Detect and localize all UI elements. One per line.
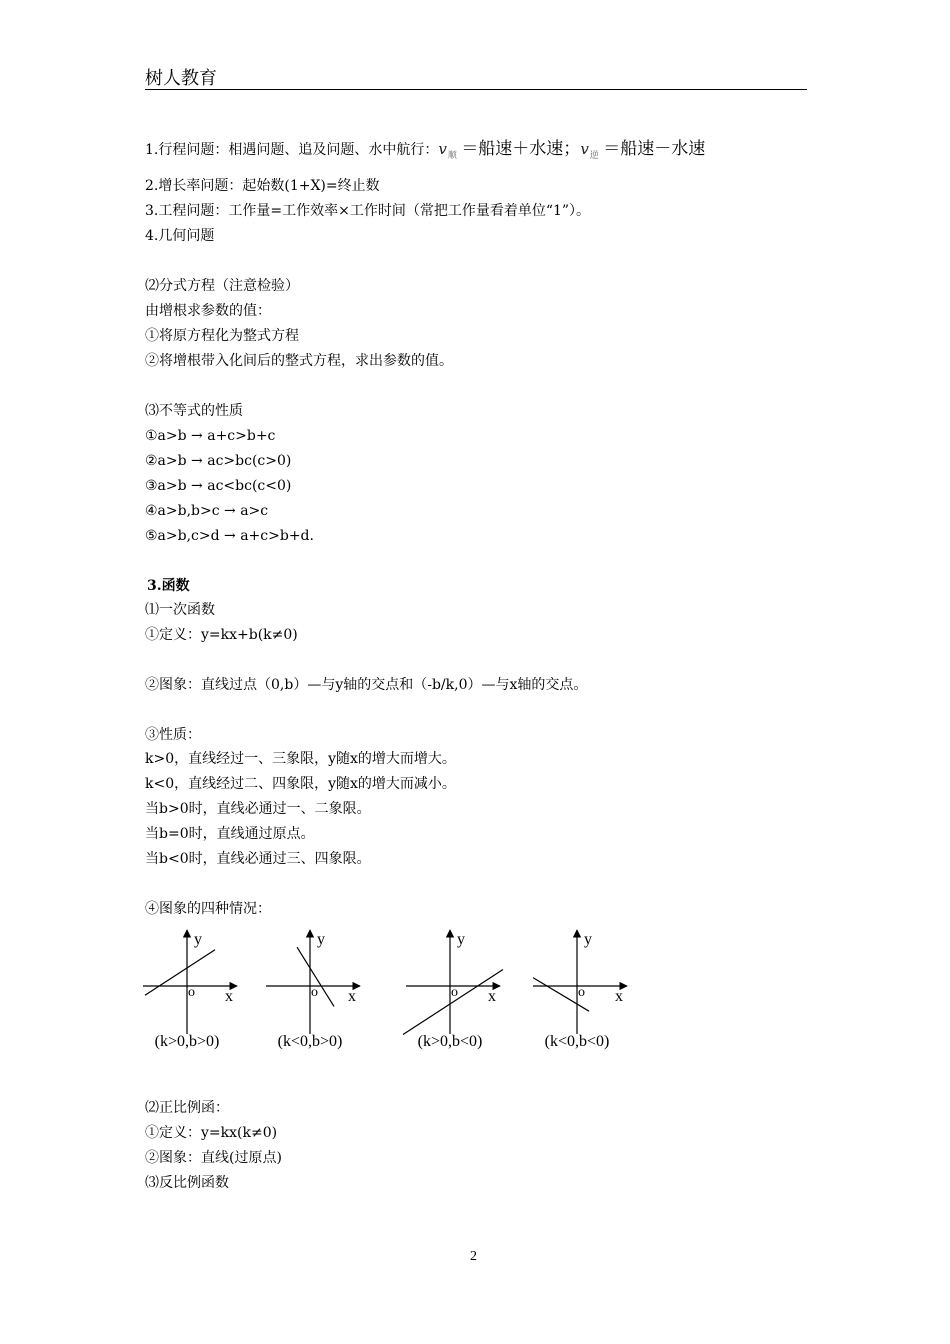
graph-1-origin-label: o	[188, 985, 195, 1000]
inequality-property-3: ③a>b → ac<bc(c<0)	[145, 478, 292, 494]
proportional-function-graph: ②图象：直线(过原点)	[145, 1150, 282, 1166]
geometry-problem-line: 4.几何问题	[145, 228, 215, 244]
linear-function-graph: ②图象：直线过点（0,b）—与y轴的交点和（-b/k,0）—与x轴的交点。	[145, 677, 588, 693]
graph-1-caption: (k>0,b>0)	[154, 1033, 220, 1050]
graph-2-origin-label: o	[311, 985, 318, 1000]
graph-3-x-label: x	[488, 988, 496, 1005]
travel-problem-line	[145, 139, 705, 166]
inequality-property-2: ②a>b → ac>bc(c>0)	[145, 453, 292, 469]
graph-1-function-line	[145, 950, 215, 996]
v-ni-symbol: v	[580, 140, 589, 158]
proportional-function-title: ⑵正比例函：	[145, 1100, 229, 1116]
graph-4-x-label: x	[615, 988, 623, 1005]
v-shun-symbol: v	[438, 140, 447, 158]
header-title: 树人教育	[145, 68, 217, 89]
downstream-formula: ＝船速＋水速；	[461, 139, 581, 158]
proportional-function-definition: ①定义：y=kx(k≠0)	[145, 1125, 278, 1141]
linear-graph-cases	[0, 920, 950, 1060]
fractional-equation-title: ⑵分式方程（注意检验）	[145, 278, 299, 294]
graph-2-x-label: x	[348, 988, 356, 1005]
v-ni-subscript: 逆	[589, 151, 599, 161]
property-k-negative: k<0，直线经过二、四象限，y随x的增大而减小。	[145, 776, 456, 792]
graph-4-origin-label: o	[578, 985, 585, 1000]
graph-3-origin-label: o	[451, 985, 458, 1000]
growth-rate-line: 2.增长率问题：起始数(1+X)=终止数	[145, 178, 380, 194]
upstream-formula: ＝船速－水速	[603, 139, 706, 158]
inequality-property-4: ④a>b,b>c → a>c	[145, 503, 269, 519]
page-number: 2	[470, 1249, 477, 1264]
graph-4-y-label: y	[584, 931, 592, 948]
travel-problem-label: 1.行程问题：相遇问题、追及问题、水中航行：	[145, 142, 439, 158]
header-divider	[145, 89, 807, 90]
linear-function-definition: ①定义：y=kx+b(k≠0)	[145, 627, 298, 643]
property-k-positive: k>0，直线经过一、三象限，y随x的增大而增大。	[145, 751, 456, 767]
inequality-property-5: ⑤a>b,c>d → a+c>b+d.	[145, 528, 314, 544]
extraneous-step-2: ②将增根带入化间后的整式方程，求出参数的值。	[145, 353, 453, 369]
extraneous-root-intro: 由增根求参数的值：	[145, 303, 271, 319]
graph-3-y-label: y	[457, 931, 465, 948]
inequality-properties-title: ⑶不等式的性质	[145, 403, 243, 419]
functions-heading: 3.函数	[147, 578, 190, 594]
work-problem-line: 3.工程问题：工作量=工作效率×工作时间（常把工作量看着单位“1”）。	[145, 203, 591, 219]
graph-1-y-label: y	[194, 931, 202, 948]
property-b-zero: 当b=0时，直线通过原点。	[145, 826, 315, 842]
graph-4-caption: (k<0,b<0)	[544, 1033, 610, 1050]
properties-title: ③性质：	[145, 727, 201, 743]
inverse-function-title: ⑶反比例函数	[145, 1175, 229, 1191]
graph-1-x-label: x	[225, 988, 233, 1005]
inequality-property-1: ①a>b → a+c>b+c	[145, 428, 276, 444]
graph-3-caption: (k>0,b<0)	[417, 1033, 483, 1050]
property-b-negative: 当b<0时，直线必通过三、四象限。	[145, 851, 371, 867]
extraneous-step-1: ①将原方程化为整式方程	[145, 328, 299, 344]
graph-2-y-label: y	[317, 931, 325, 948]
v-shun-subscript: 顺	[447, 151, 457, 161]
four-cases-title: ④图象的四种情况：	[145, 901, 271, 917]
linear-function-title: ⑴一次函数	[145, 602, 215, 618]
property-b-positive: 当b>0时，直线必通过一、二象限。	[145, 801, 371, 817]
graph-2-caption: (k<0,b>0)	[277, 1033, 343, 1050]
